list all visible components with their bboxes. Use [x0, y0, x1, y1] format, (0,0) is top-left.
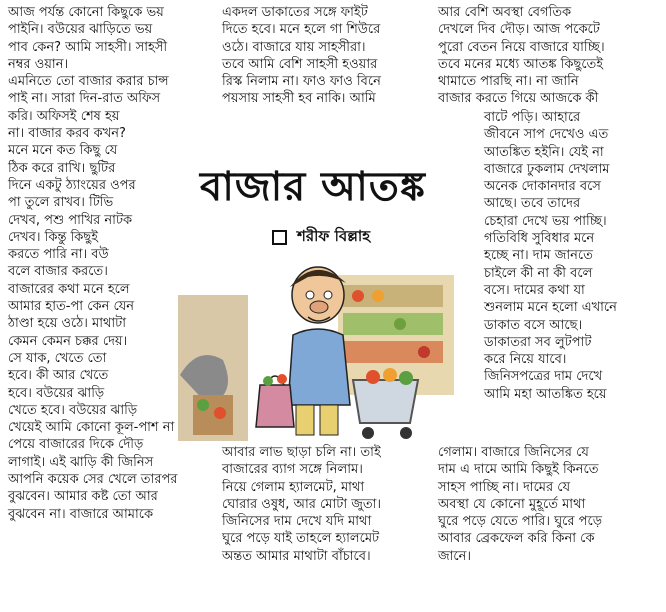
text-line: আপনি কয়েক সের খেলে তারপর — [8, 472, 178, 488]
text-line: জানে। — [438, 548, 472, 564]
text-line: ঘুরে পড়ে যেতে পারি। ঘুরে পড়ে — [438, 514, 602, 530]
text-line: দেখব। কিন্তু কিছুই — [8, 229, 99, 245]
text-line: শুনলাম মনে হলো এখানে — [484, 300, 617, 316]
text-line: ঘুরে পড়ে যাই তাহলে হ্যালমেট — [222, 531, 380, 547]
text-line: পুরো বেতন নিয়ে বাজারে যাচ্ছি। — [438, 39, 605, 55]
text-line: বুঝবেন। আমার কষ্ট তো আর — [8, 489, 158, 505]
text-line: দেখব, পশু পাখির নাটক — [8, 212, 133, 228]
text-line: রিস্ক নিলাম না। ফাও ফাও বিনে — [222, 74, 381, 90]
text-line: দিনে একটু ঠ্যাংয়ের ওপর — [8, 177, 136, 193]
text-line: ওঠে। বাজারে যায় সাহসীরা। — [222, 39, 366, 55]
text-line: অবস্থা যে কোনো মুহূর্তে মাথা — [438, 496, 586, 512]
text-column-left — [8, 4, 177, 523]
text-line: পয়সায় সাহসী হব নাকি। আমি — [222, 91, 376, 107]
text-line: জীবনে সাপ দেখেও এত — [484, 127, 609, 143]
text-line: আছে। তবে তাদের — [484, 196, 581, 212]
text-line: নিয়ে গেলাম হ্যালমেট, মাথা — [222, 479, 365, 495]
text-line: করি। অফিসই শেষ হয় — [8, 108, 120, 124]
cartoon-man — [288, 267, 350, 435]
text-line: দাম এ দামে আমি কিছুই কিনতে — [438, 462, 599, 478]
text-line: বাজার করতে গিয়ে আজকে কী — [438, 91, 599, 107]
text-line: ডাকাতরা সব লুটপাট — [484, 334, 592, 350]
text-line: বসে। দামের কথা যা — [484, 282, 585, 298]
text-line: থামাতে পারছি না। না জানি — [438, 74, 579, 90]
text-line: ডাকাত বসে আছে। — [484, 317, 583, 333]
text-line: নম্বর ওয়ান। — [8, 56, 69, 72]
text-line: খেয়েই আমি কোনো কূল-পাশ না — [8, 420, 175, 436]
text-line: তবে আমি বেশি সাহসী হওয়ার — [222, 56, 378, 72]
text-line: ঠাণ্ডা হয়ে ওঠে। মাথাটা — [8, 316, 127, 332]
author-byline — [272, 225, 370, 250]
text-line: বাজারের কথা মনে হলে — [8, 281, 130, 297]
text-line: অন্তত আমার মাথাটা বাঁচাবে। — [222, 548, 371, 564]
text-line: অনেক দোকানদার বসে — [484, 179, 601, 195]
text-line: লাগাই। এই ঝাড়ি কী জিনিস — [8, 454, 154, 470]
left-stall — [178, 295, 248, 441]
text-line: বুঝবেন না। বাজারে আমাকে — [8, 506, 154, 522]
text-line: বাজারের ব্যাগ সঙ্গে নিলাম। — [222, 462, 363, 478]
text-line: বাটে পড়ি। আহারে — [484, 110, 581, 125]
text-line: বলে বাজার করতে। — [8, 264, 108, 280]
text-column-right-top — [438, 4, 605, 108]
author-name: শরীফ বিল্লাহ — [297, 227, 371, 245]
text-line: ঠিক করে রাখি। ছুটির — [8, 160, 116, 176]
text-column-right-middle — [484, 109, 617, 403]
text-column-right-bottom — [438, 444, 602, 565]
text-line: হচ্ছে না। দাম জানতে — [484, 248, 593, 264]
text-line: ঘোরার ওষুধ, আর মোটা জুতা। — [222, 496, 382, 512]
square-bullet-icon — [272, 230, 287, 245]
text-line: গতিবিধি সুবিধার মনে — [484, 231, 595, 247]
text-line: গেলাম। বাজারে জিনিসের যে — [438, 445, 589, 460]
text-line: চাইলে কী না কী বলে — [484, 265, 593, 281]
text-line: আজ পর্যন্ত কোনো কিছুকে ভয় — [8, 5, 164, 20]
shopping-bag — [256, 374, 294, 427]
text-column-middle-top — [222, 4, 381, 108]
text-line: পাইনি। বউয়ের ঝাড়িতে ভয় — [8, 22, 153, 38]
text-line: খেতে হবে। বউয়ের ঝাড়ি — [8, 402, 138, 418]
text-line: সে যাক, খেতে তো — [8, 350, 107, 366]
text-line: হবে। কী আর খেতে — [8, 368, 109, 384]
text-line: চেহারা দেখে ভয় পাচ্ছি। — [484, 213, 607, 229]
text-line: পাই না। সারা দিন-রাত অফিস — [8, 91, 161, 107]
text-line: দেখলে দিব দৌড়। আজ পকেটে — [438, 22, 600, 38]
text-line: আবার ব্রেকফেল করি কিনা কে — [438, 531, 595, 547]
text-column-middle-bottom — [222, 444, 381, 565]
text-line: আমি মহা আতঙ্কিত হয়ে — [484, 386, 607, 402]
text-line: করতে পারি না। বউ — [8, 247, 109, 263]
text-line: দিতে হবে। মনে হলে গা শিউরে — [222, 22, 381, 38]
text-line: জিনিসপত্রের দাম দেখে — [484, 369, 603, 385]
text-line: আবার লাভ ছাড়া চলি না। তাই — [222, 445, 381, 460]
text-line: পেয়ে বাজারের দিকে দৌড় — [8, 437, 144, 453]
text-line: পাব কেন? আমি সাহসী। সাহসী — [8, 39, 168, 55]
text-line: করে নিয়ে যাবে। — [484, 352, 567, 368]
text-line: পা তুলে রাখব। টিভি — [8, 195, 114, 211]
text-line: না। বাজার করব কখন? — [8, 126, 126, 142]
article-title: বাজার আতঙ্ক — [200, 164, 426, 210]
text-line: মনে মনে কত কিছু যে — [8, 143, 118, 159]
text-line: হবে। বউয়ের ঝাড়ি — [8, 385, 105, 401]
text-line: কেমন কেমন চক্কর দেয়। — [8, 333, 128, 349]
text-line: আর বেশি অবস্থা বেগতিক — [438, 5, 572, 20]
text-line: আমার হাত-পা কেন যেন — [8, 299, 134, 315]
cartoon-illustration — [178, 255, 454, 441]
text-line: সাহস পাচ্ছি না। দামের যে — [438, 479, 571, 495]
text-line: জিনিসের দাম দেখে যদি মাথা — [222, 514, 372, 530]
text-line: একদল ডাকাতের সঙ্গে ফাইট — [222, 5, 368, 20]
text-line: তবে মনের মধ্যে আতঙ্ক কিছুতেই — [438, 56, 604, 72]
text-line: আতঙ্কিত হইনি। যেই না — [484, 144, 604, 160]
text-line: এমনিতে তো বাজার করার চান্স — [8, 74, 169, 90]
text-line: বাজারে ঢুকলাম দেখলাম — [484, 161, 610, 177]
